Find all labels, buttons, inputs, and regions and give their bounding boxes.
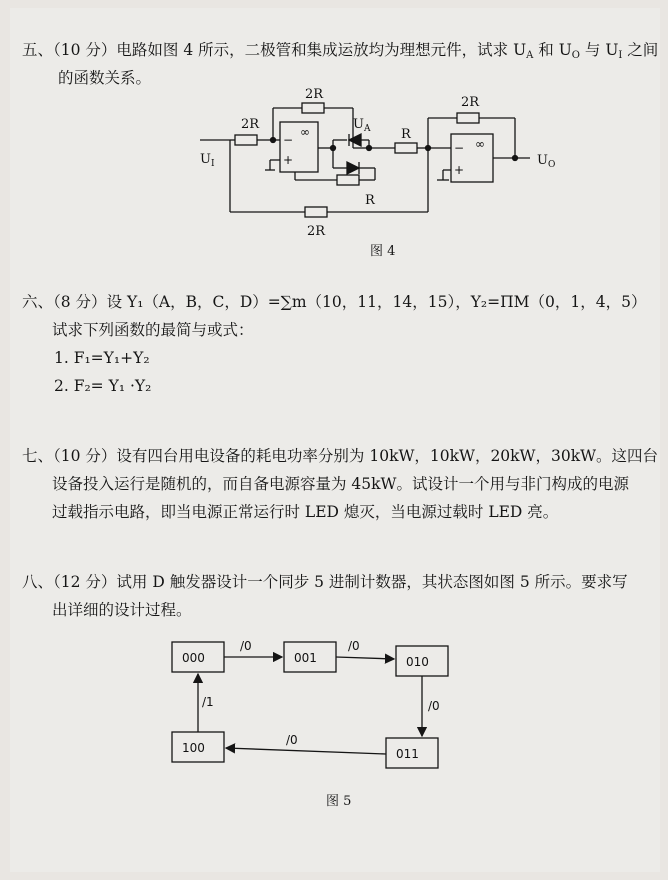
label-u-out: $U_O$: [537, 153, 556, 170]
q6-line1: 六、（8 分）设 Y₁（A，B，C，D）=∑m（10，11，14，15），Y₂=ΠM（0，1，4，5）: [22, 293, 647, 311]
q5-line1: 五、（10 分）电路如图 4 所示，二极管和集成运放均为理想元件，试求 $U_A$ 和 $U_O$ 与 $U_I$ 之间: [22, 41, 659, 61]
label-u-in: $U_I$: [200, 152, 215, 169]
resistor-feedback-2r-2: [457, 113, 479, 123]
q7-line1: 七、（10 分）设有四台用电设备的耗电功率分别为 10kW，10kW，20kW，30kW。这四台: [22, 447, 659, 465]
q7-line2: 设备投入运行是随机的，而自备电源容量为 45kW。试设计一个用与非门构成的电源: [52, 475, 629, 493]
resistor-diode-r: [337, 175, 359, 185]
label-r-mid: R: [401, 127, 411, 142]
label-r-in: 2R: [241, 117, 260, 132]
opamp1-infinity: ∞: [300, 125, 310, 139]
opamp2-minus: −: [454, 141, 465, 155]
label-r-top1: 2R: [305, 87, 324, 102]
q7-line3: 过载指示电路，即当电源正常运行时 LED 熄灭，当电源过载时 LED 亮。: [52, 503, 559, 521]
opamp1-plus: +: [283, 153, 294, 167]
transition-label-011-100: /0: [286, 733, 298, 747]
opamp1-minus: −: [283, 133, 294, 147]
resistor-input-2r: [235, 135, 257, 145]
edge-011-100: [226, 748, 386, 754]
state-000: 000: [182, 651, 205, 665]
state-001: 001: [294, 651, 317, 665]
transition-label-010-011: /0: [428, 699, 440, 713]
opamp2-plus: +: [454, 163, 465, 177]
resistor-bottom-2r: [305, 207, 327, 217]
q6-item1: 1. F₁=Y₁+Y₂: [54, 349, 150, 367]
circuit-figure-4: [185, 80, 565, 240]
figure-5-caption: 图 5: [326, 794, 352, 809]
resistor-feedback-2r-1: [302, 103, 324, 113]
label-u-a: $U_A$: [353, 117, 371, 134]
resistor-mid-r: [395, 143, 417, 153]
transition-label-001-010: /0: [348, 639, 360, 653]
state-010: 010: [406, 655, 429, 669]
q6-line2: 试求下列函数的最简与或式：: [52, 321, 254, 339]
state-diagram-figure-5: [160, 620, 480, 780]
edge-001-010: [336, 657, 394, 659]
transition-label-000-001: /0: [240, 639, 252, 653]
label-r-bottom: 2R: [307, 224, 326, 239]
q8-line2: 出详细的设计过程。: [52, 601, 192, 619]
label-r-top2: 2R: [461, 95, 480, 110]
q6-item2: 2. F₂= Y₁ ·Y₂: [54, 377, 152, 395]
figure-4-caption: 图 4: [370, 244, 396, 259]
state-011: 011: [396, 747, 419, 761]
diode-1: [349, 134, 361, 146]
state-100: 100: [182, 741, 205, 755]
q8-line1: 八、（12 分）试用 D 触发器设计一个同步 5 进制计数器，其状态图如图 5 所示。要求写: [22, 573, 628, 591]
diode-2: [347, 162, 359, 174]
label-r-diode: R: [365, 193, 375, 208]
transition-label-100-000: /1: [202, 695, 214, 709]
opamp2-infinity: ∞: [475, 137, 485, 151]
q5-line2: 的函数关系。: [58, 69, 152, 87]
